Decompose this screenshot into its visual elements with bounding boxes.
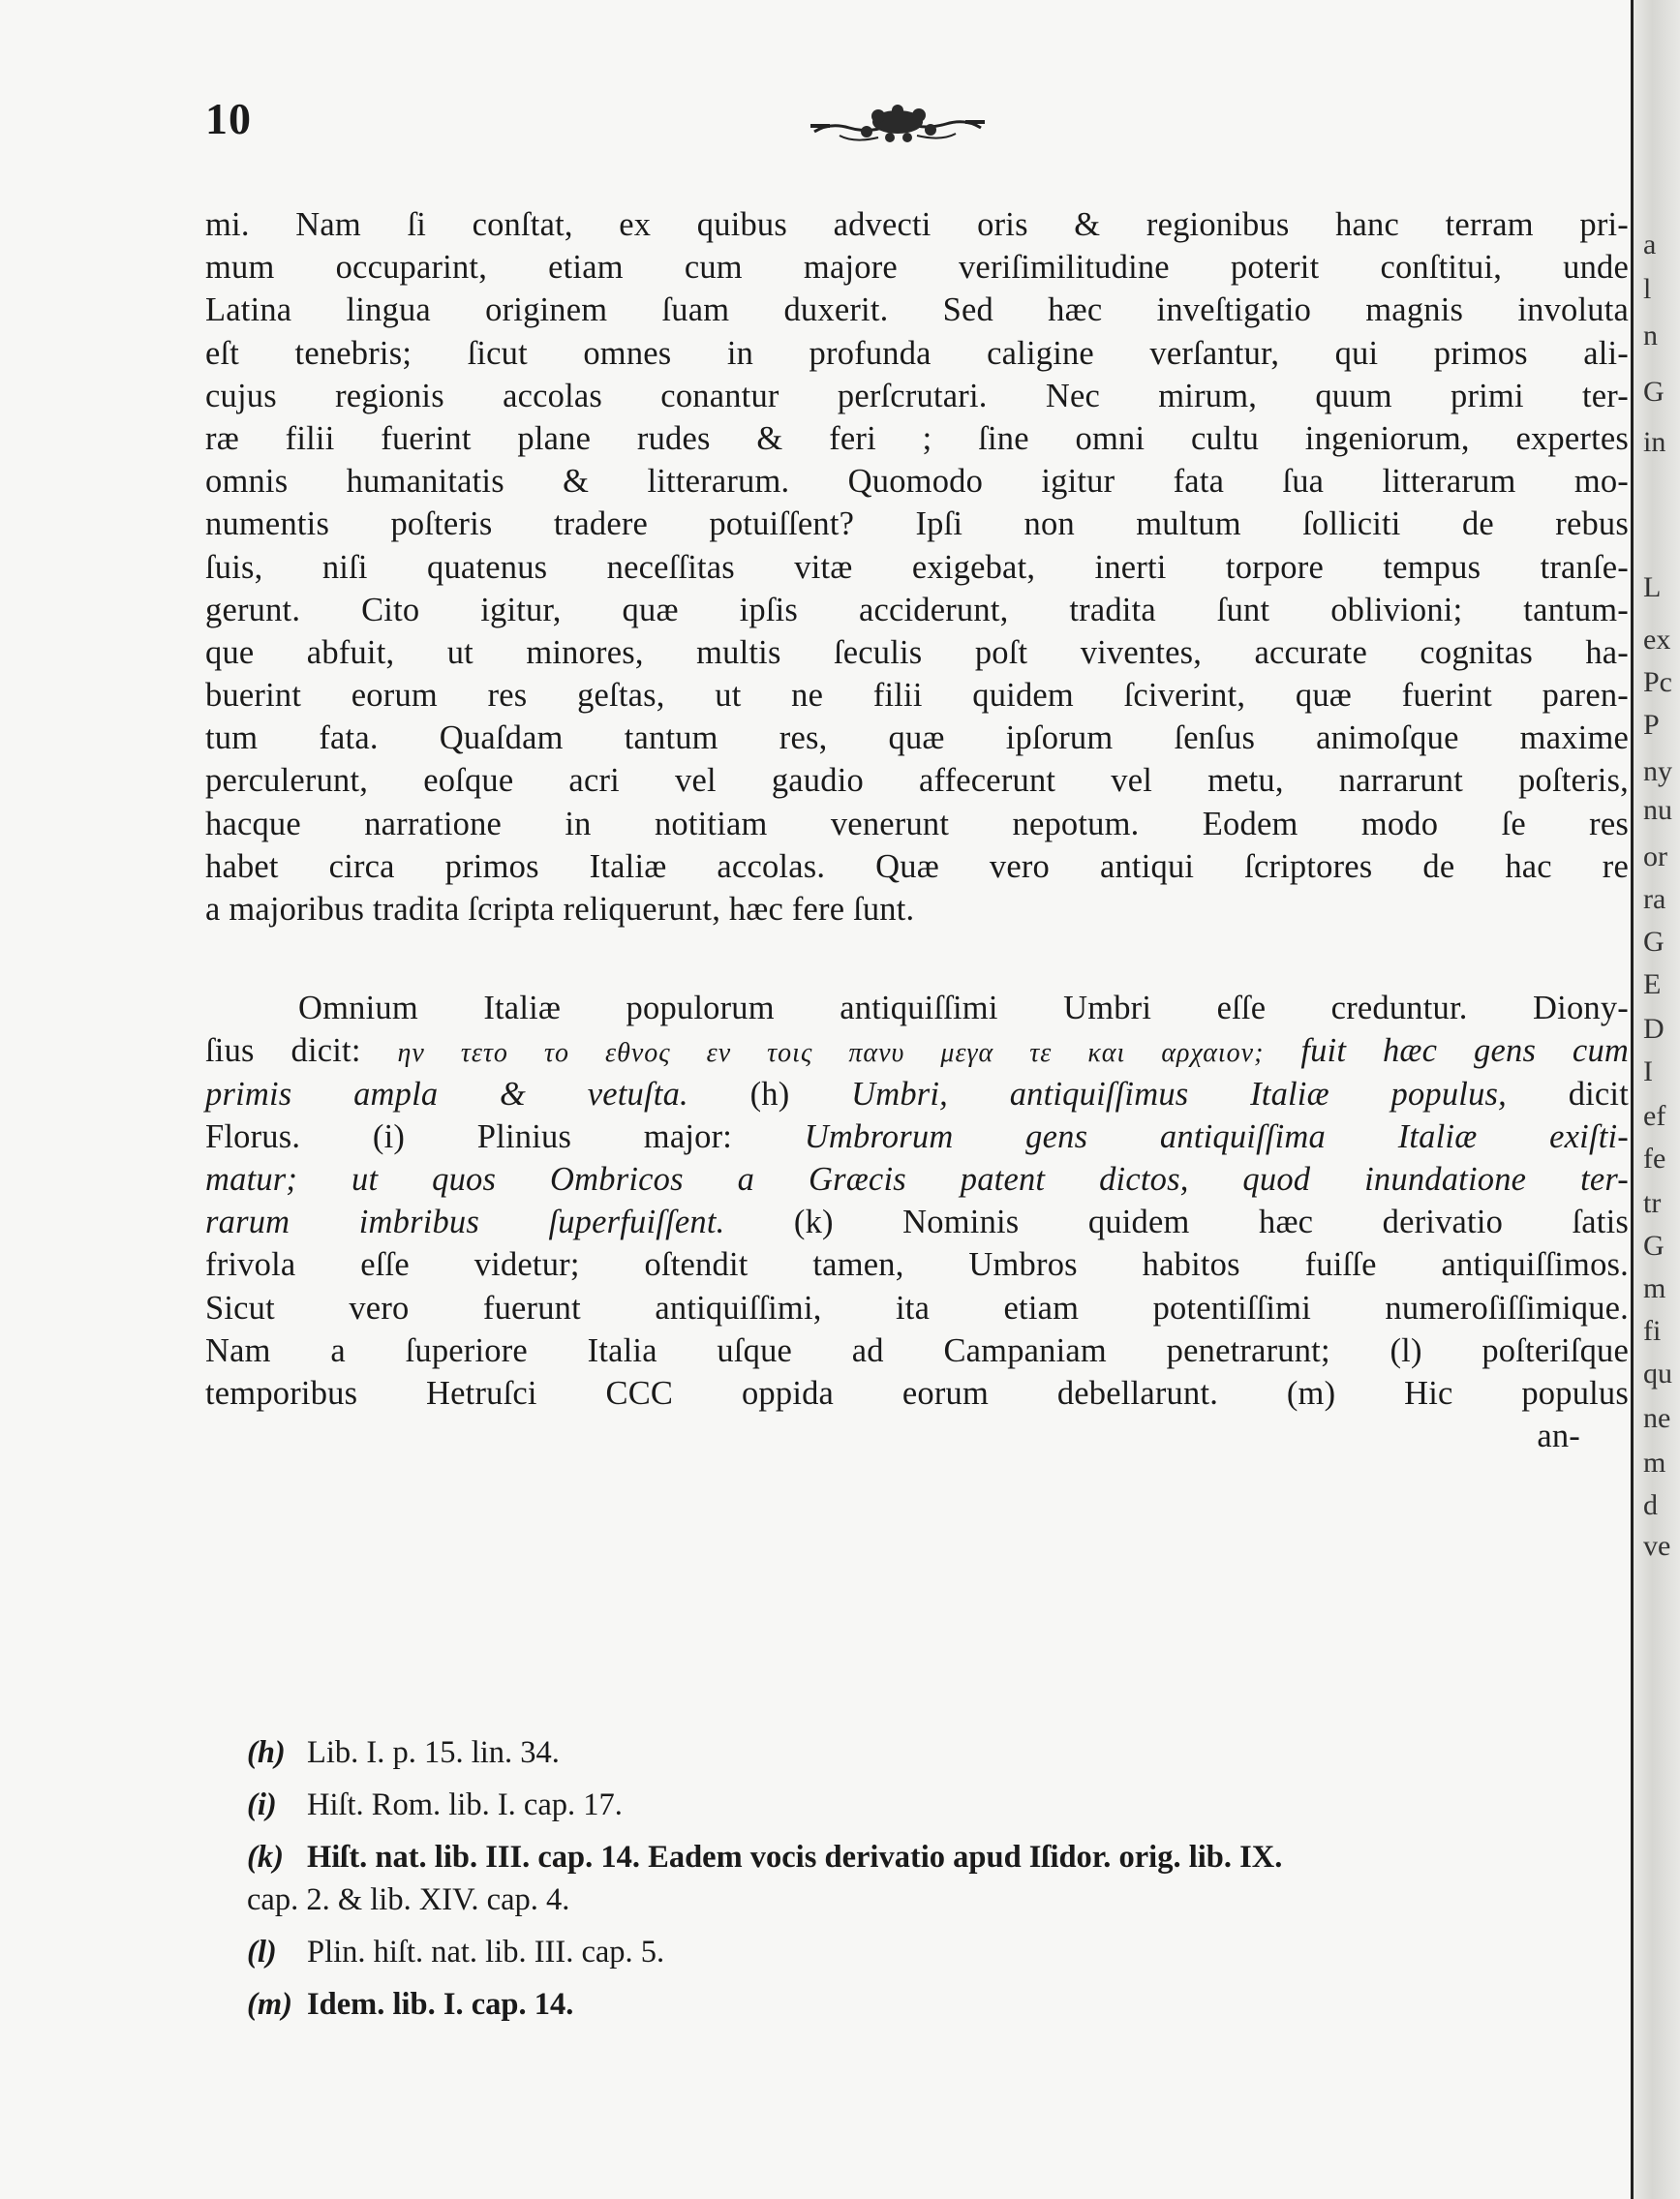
text-line: eſt tenebris; ſicut omnes in profunda caligine verſantur, qui primos ali-	[205, 334, 1629, 372]
next-page-fragment: G	[1643, 926, 1665, 958]
footnote-text: Idem. lib. I. cap. 14.	[307, 1987, 574, 2022]
text-line: frivola eſſe videtur; oſtendit tamen, Umbros habitos fuiſſe antiquiſſimos.	[205, 1246, 1629, 1284]
next-page-fragment: or	[1643, 840, 1667, 872]
next-page-fragment: a	[1643, 229, 1657, 260]
next-page-fragment: L	[1643, 571, 1662, 603]
text-line: numentis poſteris tradere potuiſſent? Ipſi non multum ſolliciti de rebus	[205, 505, 1629, 543]
text-run: dicit	[1568, 1075, 1630, 1113]
footnote-mark: (i)	[247, 1787, 277, 1822]
text-line: ræ filii fuerint plane rudes & feri ; ſine omni cultu ingeniorum, expertes	[205, 419, 1629, 457]
text-line: Omnium Italiæ populorum antiquiſſimi Umbri eſſe creduntur. Diony-	[298, 990, 1629, 1027]
greek-quotation: ην τετο το εθνος εν τοις πανυ μεγα τε και αρχαιον;	[397, 1038, 1265, 1069]
next-page-fragment: ef	[1643, 1100, 1666, 1132]
next-page-fragment: d	[1643, 1489, 1658, 1521]
text-run: (k) Nominis quidem hæc derivatio ſatis	[793, 1204, 1629, 1241]
footnote-mark: (k)	[247, 1840, 284, 1875]
footnote-mark: (l)	[247, 1935, 277, 1970]
text-line: gerunt. Cito igitur, quæ ipſis acciderunt, tradita ſunt oblivioni; tantum-	[205, 591, 1629, 628]
text-line: hacque narratione in notitiam venerunt nepotum. Eodem modo ſe res	[205, 805, 1629, 842]
page-number: 10	[205, 94, 252, 143]
text-line: habet circa primos Italiæ accolas. Quæ vero antiqui ſcriptores de hac re	[205, 847, 1629, 885]
catchword: an-	[1537, 1418, 1580, 1455]
text-line: buerint eorum res geſtas, ut ne filii quidem ſciverint, quæ fuerint paren-	[205, 677, 1629, 715]
footnote-text: Plin. hiſt. nat. lib. III. cap. 5.	[307, 1935, 665, 1970]
main-text	[205, 203, 1629, 1457]
next-page-fragment: I	[1643, 1055, 1653, 1087]
footnote	[247, 1836, 1641, 1878]
footnote-mark: (h)	[247, 1735, 286, 1770]
text-run: Florus. (i) Plinius major:	[205, 1117, 733, 1155]
text-line: cujus regionis accolas conantur perſcrutari. Nec mirum, quum primi ter-	[205, 377, 1629, 414]
next-page-fragment: ve	[1643, 1530, 1671, 1562]
next-page-fragment: ny	[1643, 755, 1672, 787]
next-page-fragment: fe	[1643, 1143, 1666, 1175]
next-page-fragment: nu	[1643, 794, 1672, 826]
footnote	[247, 1931, 1641, 1973]
text-line: Sicut vero fuerunt antiquiſſimi, ita etiam potentiſſimi numeroſiſſimique.	[205, 1289, 1629, 1327]
text-line: mi. Nam ſi conſtat, ex quibus advecti oris & regionibus hanc terram pri-	[205, 206, 1629, 243]
footnote-ref: (h)	[749, 1075, 790, 1113]
text-line	[205, 1073, 1629, 1115]
next-page-fragment: in	[1643, 426, 1666, 458]
floral-ornament-icon	[810, 103, 985, 147]
text-line	[205, 1029, 1629, 1072]
footnote-continuation: cap. 2. & lib. XIV. cap. 4.	[247, 1882, 570, 1917]
text-line	[205, 1115, 1629, 1158]
text-run-italic: Umbri, antiquiſſimus Italiæ populus,	[851, 1075, 1507, 1113]
next-page-fragment: qu	[1643, 1358, 1672, 1390]
text-line: que abfuit, ut minores, multis ſeculis poſt viventes, accurate cognitas ha-	[205, 633, 1629, 671]
next-page-fragment: D	[1643, 1013, 1665, 1045]
text-run: ſius dicit:	[205, 1032, 361, 1070]
next-page-fragment: ne	[1643, 1402, 1671, 1434]
text-run-italic: rarum imbribus ſuperfuiſſent.	[205, 1204, 725, 1241]
next-page-fragment: fi	[1643, 1315, 1662, 1347]
next-page-fragment: Pc	[1643, 666, 1672, 698]
footnote	[247, 1983, 1641, 2026]
text-line: Latina lingua originem ſuam duxerit. Sed hæc inveſtigatio magnis involuta	[205, 291, 1629, 329]
next-page-fragment: l	[1643, 273, 1652, 305]
text-line: matur; ut quos Ombricos a Græcis patent dictos, quod inundatione ter-	[205, 1160, 1629, 1198]
text-run-italic: fuit hæc gens cum	[1300, 1032, 1630, 1070]
next-page-fragment: m	[1643, 1272, 1666, 1304]
next-page-fragment: P	[1643, 709, 1660, 741]
text-line: omnis humanitatis & litterarum. Quomodo igitur fata ſua litterarum mo-	[205, 463, 1629, 501]
text-line: temporibus Hetruſci CCC oppida eorum debellarunt. (m) Hic populus	[205, 1374, 1629, 1412]
next-page-fragment: G	[1643, 1230, 1665, 1262]
next-page-fragment: ex	[1643, 624, 1671, 656]
footnote-text: Lib. I. p. 15. lin. 34.	[307, 1735, 560, 1770]
next-page-edge-text	[1639, 0, 1680, 2199]
page-header	[205, 93, 980, 161]
text-line: Nam a ſuperiore Italia uſque ad Campaniam penetrarunt; (l) poſteriſque	[205, 1331, 1629, 1369]
footnote-text: Hiſt. Rom. lib. I. cap. 17.	[307, 1787, 623, 1822]
text-run-italic: Umbrorum gens antiquiſſima Italiæ exiſti-	[804, 1117, 1629, 1155]
text-line: a majoribus tradita ſcripta reliquerunt, hæc fere ſunt.	[205, 891, 915, 928]
footnote-mark: (m)	[247, 1987, 292, 2022]
text-line: perculerunt, eoſque acri vel gaudio affecerunt vel metu, narrarunt poſteris,	[205, 762, 1629, 800]
footnote-text: Hiſt. nat. lib. III. cap. 14. Eadem vocis derivatio apud Iſidor. orig. lib. IX.	[307, 1840, 1283, 1875]
next-page-fragment: tr	[1643, 1187, 1662, 1219]
next-page-fragment: n	[1643, 320, 1658, 351]
next-page-fragment: m	[1643, 1447, 1666, 1479]
text-line: ſuis, niſi quatenus neceſſitas vitæ exigebat, inerti torpore tempus tranſe-	[205, 548, 1629, 586]
footnote	[247, 1731, 1641, 1774]
next-page-fragment: G	[1643, 376, 1665, 408]
next-page-fragment: E	[1643, 968, 1662, 1000]
next-page-fragment: ra	[1643, 883, 1666, 915]
paragraph-gap	[205, 931, 1629, 987]
text-line	[205, 1201, 1629, 1243]
footnote	[247, 1784, 1641, 1826]
footnotes	[247, 1731, 1641, 2026]
text-line: mum occuparint, etiam cum majore veriſimilitudine poterit conſtitui, unde	[205, 249, 1629, 287]
text-line: tum fata. Quaſdam tantum res, quæ ipſorum ſenſus animoſque maxime	[205, 719, 1629, 757]
text-run-italic: primis ampla & vetuſta.	[205, 1075, 688, 1113]
